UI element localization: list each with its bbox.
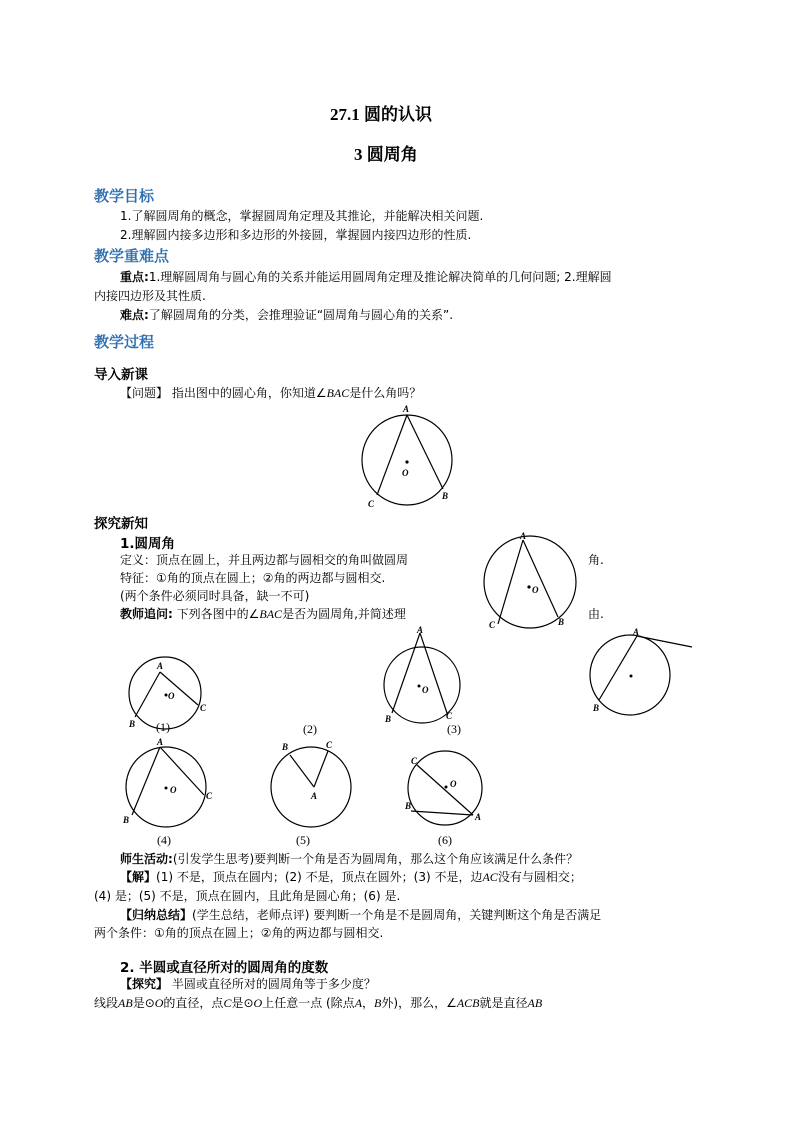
label-c: C: [200, 703, 207, 713]
explore-label: 【探究】: [120, 977, 169, 991]
chord-ac: [498, 540, 523, 624]
teacher-end: 由.: [588, 607, 604, 621]
summary-line-2: 两个条件：①角的顶点在圆上；②角的两边都与圆相交.: [94, 926, 384, 940]
question-text-1: 指出图中的圆心角，你知道∠: [168, 386, 327, 400]
focus-text-1: 1.理解圆周角与圆心角的关系并能运用圆周角定理及推论解决简单的几何问题; 2.理解圆: [148, 270, 612, 284]
intro-circle-figure: [350, 400, 470, 510]
figure-5: [270, 735, 360, 830]
features-line: 特征：①角的顶点在圆上；②角的两边都与圆相交.: [120, 571, 386, 585]
label-o: O: [532, 585, 539, 595]
question-label: 【问题】: [120, 386, 169, 400]
text: 的直径，点: [163, 996, 224, 1010]
definition-end: 角.: [588, 553, 604, 567]
teacher-text-2: 是否为圆周角,并简述理: [282, 607, 406, 621]
label-b: B: [129, 719, 136, 729]
activity-label: 师生活动:: [120, 852, 173, 866]
solution-line-2: (4) 是；(5) 不是，顶点在圆内，且此角是圆心角；(6) 是.: [94, 889, 401, 903]
center-dot: [165, 787, 168, 790]
chapter-title: 27.1 圆的认识: [330, 105, 432, 124]
chord-ab: [599, 636, 637, 700]
question-text-2: 是什么角吗？: [349, 386, 422, 400]
caption-1: (1): [156, 720, 170, 734]
side-ab: [135, 672, 160, 717]
summary-text-1: (学生总结，老师点评) 要判断一个角是不是圆周角，关键判断这个角是否满足: [192, 908, 602, 922]
caption-6: (6): [438, 833, 452, 847]
solution-var: AC: [482, 870, 498, 884]
difficulty-text: 了解圆周角的分类，会推理验证“圆周角与圆心角的关系”.: [148, 308, 454, 322]
side-ac: [420, 633, 447, 713]
center-dot: [527, 585, 530, 588]
label-b: B: [593, 703, 600, 713]
label-b: B: [123, 815, 130, 825]
label-o: O: [450, 779, 457, 789]
chord-ab: [407, 415, 443, 489]
label-b: B: [405, 801, 412, 811]
label-a: A: [311, 791, 318, 801]
figure-6: [405, 745, 500, 835]
label-c: C: [446, 711, 453, 721]
label-a: A: [157, 737, 164, 747]
sub2-heading: 2. 半圆或直径所对的圆周角的度数: [120, 960, 329, 976]
text: 外)，那么，∠: [381, 996, 457, 1010]
circle: [484, 536, 576, 628]
label-b: B: [442, 491, 449, 501]
label-a: A: [633, 627, 640, 637]
difficulty-label: 难点:: [120, 308, 149, 322]
side-ba: [411, 811, 473, 815]
circle: [129, 657, 201, 729]
label-c: C: [326, 740, 333, 750]
teacher-line: [120, 605, 406, 623]
var-b: B: [374, 996, 382, 1010]
activity-text: (引发学生思考)要判断一个角是否为圆周角，那么这个角应该满足什么条件？: [172, 852, 579, 866]
var-o: O: [253, 996, 263, 1010]
explore-text: 半圆或直径所对的圆周角等于多少度？: [168, 977, 376, 991]
label-c: C: [368, 499, 375, 509]
var-ab: AB: [527, 996, 543, 1010]
focus-line-2: 内接四边形及其性质.: [94, 289, 206, 303]
intro-heading: 导入新课: [94, 367, 148, 383]
center-dot: [418, 685, 421, 688]
label-b: B: [385, 714, 392, 724]
text: 就是直径: [479, 996, 528, 1010]
definition-line: 定义：顶点在圆上，并且两边都与圆相交的角叫做圆周: [120, 553, 409, 567]
chord-ac: [377, 415, 407, 495]
radius-ab: [290, 755, 314, 787]
definition-circle-figure: [480, 530, 590, 630]
text: 是⊙: [132, 996, 155, 1010]
explore-line: [120, 975, 376, 993]
label-a: A: [403, 404, 410, 414]
process-heading: 教学过程: [94, 333, 155, 351]
label-b: B: [558, 617, 565, 627]
label-b: B: [282, 742, 289, 752]
figure-4: [120, 735, 220, 830]
radius-ac: [314, 751, 328, 787]
text: 上任意一点 (除点: [262, 996, 355, 1010]
label-o: O: [168, 691, 175, 701]
center-dot: [405, 460, 408, 463]
solution-text-2: 没有与圆相交；: [497, 870, 582, 884]
var-a: A: [354, 996, 363, 1010]
sub1-heading: 1.圆周角: [120, 536, 176, 552]
circle: [271, 747, 351, 827]
var-o: O: [154, 996, 164, 1010]
lesson-title: 3 圆周角: [354, 145, 418, 164]
goals-heading: 教学目标: [94, 187, 155, 205]
note-line: (两个条件必须同时具备，缺一不可): [120, 589, 310, 603]
figure-tangent: [585, 625, 700, 720]
label-o: O: [170, 785, 177, 795]
keypoints-heading: 教学重难点: [94, 247, 170, 265]
external-side: [637, 636, 692, 647]
side-ac: [160, 672, 198, 705]
question-var: BAC: [326, 386, 350, 400]
text: ，: [362, 996, 375, 1010]
label-c: C: [489, 620, 496, 630]
figure-3: [375, 625, 470, 725]
goal-item-1: 1.了解圆周角的概念，掌握圆周角定理及其推论，并能解决相关问题.: [120, 209, 484, 223]
label-o: O: [402, 468, 409, 478]
var-ab: AB: [118, 996, 133, 1010]
solution-text-1: (1) 不是，顶点在圆内；(2) 不是，顶点在圆外；(3) 不是，边: [156, 870, 483, 884]
summary-line-1: [120, 906, 601, 924]
solution-line-1: [120, 868, 582, 886]
center-dot: [630, 675, 633, 678]
activity-line: [120, 850, 578, 868]
label-c: C: [206, 791, 213, 801]
caption-4: (4): [157, 833, 171, 847]
chord-ab: [523, 540, 558, 617]
teacher-label: 教师追问:: [120, 607, 173, 621]
var-acb: ACB: [456, 996, 480, 1010]
last-line: [94, 994, 542, 1012]
var-c: C: [223, 996, 232, 1010]
label-a: A: [417, 625, 424, 635]
side-ca: [417, 765, 473, 815]
text: 线段: [94, 996, 119, 1010]
solution-label: 【解】: [120, 870, 157, 884]
side-ab: [132, 747, 160, 815]
teacher-text-1: 下列各图中的∠: [172, 607, 260, 621]
text: 是⊙: [231, 996, 254, 1010]
label-a: A: [157, 661, 164, 671]
label-a: A: [475, 812, 482, 822]
goal-item-2: 2.理解圆内接多边形和多边形的外接圆，掌握圆内接四边形的性质.: [120, 228, 472, 242]
label-o: O: [422, 685, 429, 695]
label-c: C: [411, 756, 418, 766]
summary-label: 【归纳总结】: [120, 908, 193, 922]
side-ab: [392, 633, 420, 713]
teacher-var: BAC: [259, 607, 283, 621]
caption-5: (5): [296, 833, 310, 847]
focus-line-1: [120, 268, 612, 286]
difficulty-line: [120, 306, 453, 324]
circle: [362, 415, 452, 505]
center-dot: [445, 786, 448, 789]
explore-heading: 探究新知: [94, 516, 148, 532]
caption-2: (2): [303, 722, 317, 736]
label-a: A: [520, 531, 527, 541]
caption-3: (3): [447, 722, 461, 736]
focus-label: 重点:: [120, 270, 149, 284]
